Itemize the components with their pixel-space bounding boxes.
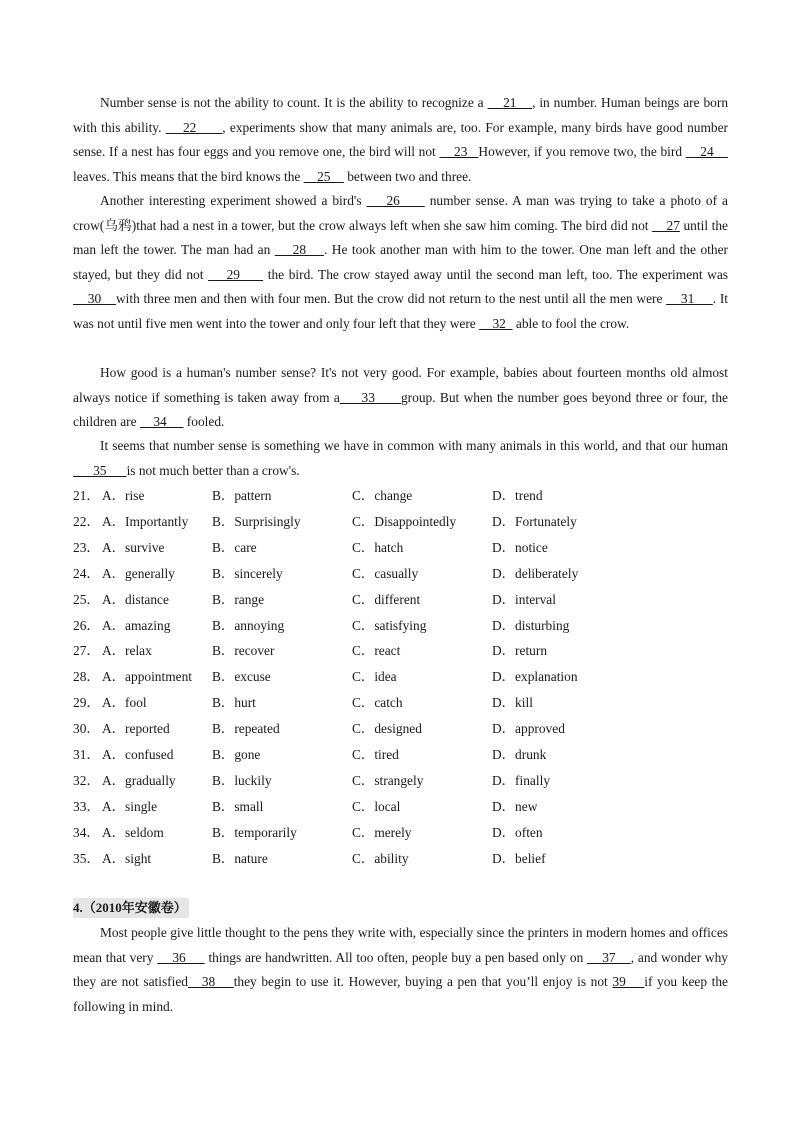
passage-text: until the man left the tower. The man had an (73, 217, 729, 258)
passage-text: able to fool the crow. (512, 315, 630, 331)
option-c: C．strangely (352, 772, 424, 788)
option-a: A．reported (102, 721, 170, 737)
option-b: B．range (212, 591, 265, 607)
answer-blank: 36 (157, 949, 205, 965)
passage-text: group. But when the number goes beyond three or four, the children are (73, 389, 728, 430)
answer-blank: 35 (73, 462, 127, 478)
answer-blank: 24 (685, 144, 729, 160)
option-c: C．catch (352, 695, 403, 711)
option-d: D．return (492, 643, 548, 659)
passage-text: with three men and then with four men. But the crow did not return to the nest until all the men were (115, 291, 667, 307)
passage-text: the bird. The crow stayed away until the second man left, too. The experiment was (263, 266, 729, 282)
question-number: 33． (73, 798, 100, 814)
option-b: B．sincerely (212, 565, 283, 581)
passage-text: Another interesting experiment showed a bird's (100, 193, 367, 208)
option-b: B．Surprisingly (212, 513, 301, 529)
paragraph-1 (73, 91, 728, 189)
option-d: D．new (492, 798, 538, 814)
paragraph-5 (73, 921, 728, 1019)
passage-text: . He took another man with him to the tower. One man left and the other stayed, but they did not (73, 242, 728, 282)
option-c: C．Disappointedly (352, 513, 457, 529)
option-d: D．deliberately (492, 565, 579, 581)
passage-text: , in number. Human beings are born with this ability. (73, 95, 729, 135)
passage-text: , and wonder why they are not satisfied (73, 949, 728, 990)
option-a: A．generally (102, 565, 175, 581)
option-d: D．finally (492, 772, 551, 788)
option-a: A．single (102, 798, 158, 814)
option-c: C．different (352, 591, 421, 607)
option-d: D．trend (492, 488, 543, 503)
option-d: D．interval (492, 591, 556, 607)
paragraph-2 (73, 189, 728, 337)
passage-text: things are handwritten. All too often, people buy a pen based only on (204, 949, 588, 965)
answer-blank: 28 (274, 242, 324, 258)
answer-blank: 22 (165, 119, 223, 135)
option-c: C．idea (352, 669, 397, 685)
option-b: B．annoying (212, 617, 285, 633)
option-a: A．amazing (102, 617, 171, 633)
option-b: B．repeated (212, 721, 280, 737)
option-d: D．approved (492, 721, 565, 737)
option-b: B．care (212, 539, 257, 555)
passage-text: . It was not until five men went into the tower and only four left that they were (73, 291, 729, 331)
passage-text: fooled. (183, 414, 225, 430)
question-number: 22． (73, 513, 100, 529)
question-number: 27． (73, 643, 100, 659)
passage-text: if you keep the following in mind. (73, 974, 728, 1014)
answer-blank: 32 (479, 315, 513, 331)
passage-text: Number sense is not the ability to count. It is the ability to recognize a (100, 95, 488, 110)
option-a: A．survive (102, 539, 165, 555)
section-heading: 4.（2010年安徽卷） (73, 898, 189, 918)
answer-blank: 34 (139, 414, 184, 430)
option-d: D．Fortunately (492, 513, 577, 529)
question-number: 35． (73, 850, 100, 866)
option-c: C．change (352, 488, 413, 503)
option-d: D．often (492, 824, 543, 840)
option-a: A．fool (102, 695, 147, 711)
option-c: C．satisfying (352, 617, 427, 633)
question-number: 32． (73, 772, 100, 788)
question-number: 29． (73, 695, 100, 711)
option-a: A．confused (102, 747, 174, 762)
answer-blank: 25 (303, 168, 344, 184)
option-c: C．ability (352, 850, 409, 866)
paragraph-3 (73, 361, 728, 435)
option-d: D．disturbing (492, 617, 570, 633)
answer-blank: 33 (339, 389, 401, 405)
option-a: A．Importantly (102, 513, 189, 529)
answer-blank: 23 (439, 144, 479, 160)
answer-blank: 31 (666, 291, 713, 307)
answer-blank: 39 (612, 974, 645, 990)
question-number: 30． (73, 721, 100, 737)
passage-text: Most people give little thought to the pens they write with, especially since the printers in modern homes and offices mean that very (73, 925, 728, 965)
passage-text: However, if you remove two, the bird (478, 144, 686, 160)
option-c: C．tired (352, 747, 399, 762)
option-d: D．explanation (492, 669, 578, 685)
option-b: B．excuse (212, 669, 271, 685)
option-d: D．belief (492, 850, 546, 866)
option-d: D．kill (492, 695, 533, 711)
option-a: A．appointment (102, 669, 193, 685)
passage-text: leaves. This means that the bird knows the (73, 168, 304, 184)
question-number: 25． (73, 591, 100, 607)
option-a: A．sight (102, 850, 152, 866)
passage-text: between two and three. (343, 168, 472, 184)
question-number: 24． (73, 565, 100, 581)
passage-text: How good is a human's number sense? It's not very good. For example, babies about fourteen months old almost always notice if something is taken away from a (73, 365, 728, 405)
option-d: D．notice (492, 539, 548, 555)
option-c: C．local (352, 798, 401, 814)
option-b: B．recover (212, 643, 275, 659)
option-c: C．designed (352, 721, 422, 737)
option-c: C．react (352, 643, 401, 659)
answer-blank: 37 (587, 949, 631, 965)
option-d: D．drunk (492, 747, 547, 762)
option-b: B．temporarily (212, 824, 297, 840)
answer-blank: 21 (487, 95, 533, 110)
passage-text: they begin to use it. However, buying a pen that you’ll enjoy is not (233, 974, 613, 990)
option-b: B．hurt (212, 695, 256, 711)
question-number: 21． (73, 488, 100, 503)
answer-blank: 30 (73, 291, 116, 307)
option-b: B．gone (212, 747, 261, 762)
option-a: A．gradually (102, 772, 176, 788)
option-a: A．rise (102, 488, 145, 503)
option-a: A．relax (102, 643, 152, 659)
question-number: 28． (73, 669, 100, 685)
option-c: C．hatch (352, 539, 404, 555)
option-c: C．casually (352, 565, 419, 581)
option-b: B．luckily (212, 772, 272, 788)
passage-text: It seems that number sense is something we have in common with many animals in this world, and that our human (100, 438, 728, 453)
option-c: C．merely (352, 824, 412, 840)
question-number: 34． (73, 824, 100, 840)
passage-text: is not much better than a crow's. (126, 462, 300, 478)
question-number: 26． (73, 617, 100, 633)
option-b: B．pattern (212, 488, 272, 503)
option-a: A．seldom (102, 824, 164, 840)
question-number: 23． (73, 539, 100, 555)
passage-text: , experiments show that many animals are, too. For example, many birds have good number sense. If a nest has four eggs and you remove one, the bird will not (73, 119, 728, 160)
paragraph-4 (73, 434, 728, 483)
option-a: A．distance (102, 591, 169, 607)
passage-text: number sense. A man was trying to take a photo of a crow(乌鸦)that had a nest in a tower, but the crow always left when she saw him coming. The bird did not (73, 193, 728, 233)
option-b: B．nature (212, 850, 268, 866)
option-b: B．small (212, 798, 264, 814)
question-number: 31． (73, 747, 100, 762)
answer-blank: 27 (652, 217, 680, 233)
answer-blank: 26 (366, 193, 425, 208)
answer-blank: 29 (208, 266, 264, 282)
answer-blank: 38 (187, 974, 234, 990)
